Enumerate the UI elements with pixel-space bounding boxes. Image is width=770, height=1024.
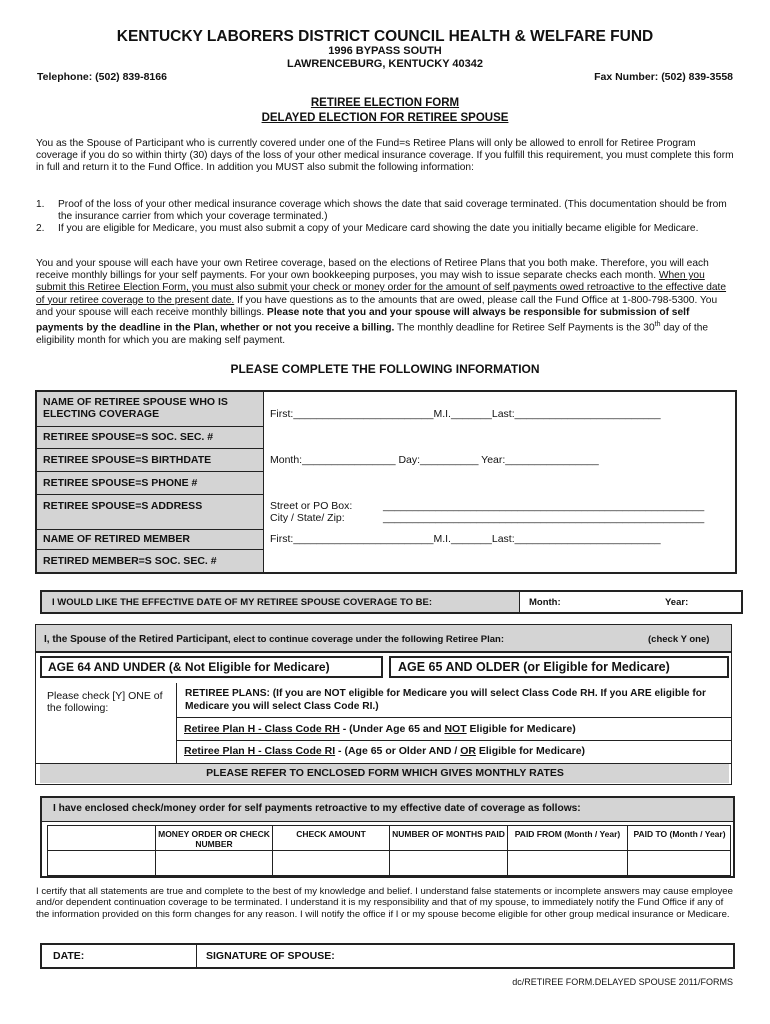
plan-ri-name: Retiree Plan H - Class Code RI xyxy=(184,745,336,757)
spouse-name-field[interactable]: First:________________________M.I._______Last:_________________________ xyxy=(270,408,661,420)
list-item-proof-of-loss: Proof of the loss of your other medical insurance coverage which shows the date that said coverage terminated. (This documentation should be from the insurance carrier from which your coverage terminated.) xyxy=(58,199,727,223)
billing-text-underlined: When you submit this Retiree Election Form, you must also submit your check or money order for the amount of self payments owed retroactive to the effective date of your retiree coverage to the present date. xyxy=(36,270,727,306)
spouse-phone-label: RETIREE SPOUSE=S PHONE # xyxy=(43,477,198,489)
date-field[interactable] xyxy=(100,945,194,967)
age64-label: AGE 64 AND UNDER (& Not Eligible for Medicare) xyxy=(48,660,330,674)
billing-text-b: If you have questions as to the amounts that are owed, please call the Fund Office at 1-800-798-5300. You and your spouse will each receive monthly billings. xyxy=(36,294,718,318)
plan-ri-desc2: Eligible for Medicare) xyxy=(475,745,586,757)
member-ssn-label: RETIRED MEMBER=S SOC. SEC. # xyxy=(43,555,217,567)
billing-text-d: day of the eligibility month for which you are making self payment. xyxy=(36,322,709,346)
date-label: DATE: xyxy=(53,950,85,962)
fax-number: Fax Number: (502) 839-3558 xyxy=(594,71,733,83)
intro-paragraph: You as the Spouse of Participant who is currently covered under one of the Fund=s Retiree Plans will only be allowed to enroll for Retiree Program coverage if you do so within thirty (30) days of the loss of your other medical insurance coverage. If you fulfill this requirement, you must complete this form in full and return it to the Fund Office. In addition you MUST also submit the following information: xyxy=(36,138,734,174)
telephone: Telephone: (502) 839-8166 xyxy=(37,71,167,83)
form-subtitle: DELAYED ELECTION FOR RETIREE SPOUSE xyxy=(261,112,509,124)
list-number-1: 1. xyxy=(36,199,45,210)
col-check-number: MONEY ORDER OR CHECK NUMBER xyxy=(158,829,270,849)
payment-heading: I have enclosed check/money order for self payments retroactive to my effective date of coverage as follows: xyxy=(53,803,581,814)
plan-ri-or: OR xyxy=(460,745,476,757)
effective-date-label: I WOULD LIKE THE EFFECTIVE DATE OF MY RETIREE SPOUSE COVERAGE TO BE: xyxy=(52,597,433,608)
plan-option-ri[interactable] xyxy=(184,745,585,757)
section-heading: PLEASE COMPLETE THE FOLLOWING INFORMATION xyxy=(230,362,540,376)
age65-label: AGE 65 AND OLDER (or Eligible for Medicare) xyxy=(398,660,670,674)
billing-text-c: The monthly deadline for Retiree Self Payments is the 30 xyxy=(394,322,655,334)
effective-month-label[interactable]: Month: xyxy=(529,597,561,608)
check-amount-field[interactable] xyxy=(273,851,389,875)
col-paid-to: PAID TO (Month / Year) xyxy=(633,829,726,839)
billing-paragraph xyxy=(36,258,736,347)
list-item-medicare-card: If you are eligible for Medicare, you must also submit a copy of your Medicare card showing the date you initially became eligible for Medicare. xyxy=(58,223,699,234)
spouse-birthdate-field[interactable]: Month:________________ Day:__________ Year:________________ xyxy=(270,454,599,466)
spouse-ssn-label: RETIREE SPOUSE=S SOC. SEC. # xyxy=(43,431,214,443)
col-months-paid: NUMBER OF MONTHS PAID xyxy=(392,829,505,839)
member-ssn-field[interactable] xyxy=(266,551,734,570)
plan-intro-rest: , elect to continue coverage under the following Retiree Plan: xyxy=(227,634,504,645)
effective-year-label[interactable]: Year: xyxy=(665,597,689,608)
plan-intro xyxy=(44,634,504,645)
plan-option-rh[interactable] xyxy=(184,723,576,735)
plan-divider xyxy=(176,683,177,764)
spouse-birthdate-label: RETIREE SPOUSE=S BIRTHDATE xyxy=(43,454,212,466)
org-address-line2: LAWRENCEBURG, KENTUCKY 40342 xyxy=(286,58,483,70)
billing-text-sup: th xyxy=(654,321,661,329)
plan-rh-not: NOT xyxy=(444,723,467,735)
col-check-amount: CHECK AMOUNT xyxy=(296,829,366,839)
paid-from-field[interactable] xyxy=(508,851,627,875)
payment-cell-blank[interactable] xyxy=(48,851,155,875)
col-paid-from: PAID FROM (Month / Year) xyxy=(514,829,621,839)
street-field[interactable]: _______________________________________________________ xyxy=(383,500,705,512)
member-name-field[interactable]: First:________________________M.I._______Last:_________________________ xyxy=(270,533,661,545)
spouse-name-label: NAME OF RETIREE SPOUSE WHO IS ELECTING COVERAGE xyxy=(43,396,228,420)
plan-rh-desc: - (Under Age 65 and xyxy=(339,723,445,735)
retiree-plans-note: RETIREE PLANS: (If you are NOT eligible for Medicare you will select Class Code RH. If you ARE eligible for Medicare you will select Class Code RI.) xyxy=(185,688,706,712)
plan-ri-desc: - (Age 65 or Older AND / xyxy=(335,745,461,757)
plan-rh-name: Retiree Plan H - Class Code RH xyxy=(184,723,340,735)
spouse-phone-field[interactable] xyxy=(266,473,734,492)
billing-text-bold: Please note that you and your spouse will always be responsible for submission of self payments by the deadline in the Plan, whether or not you receive a billing. xyxy=(36,306,690,334)
signature-label: SIGNATURE OF SPOUSE: xyxy=(206,950,335,962)
spouse-ssn-field[interactable] xyxy=(266,428,734,446)
org-name: KENTUCKY LABORERS DISTRICT COUNCIL HEALTH & WELFARE FUND xyxy=(116,28,654,45)
plan-rh-desc2: Eligible for Medicare) xyxy=(466,723,576,735)
certification-text: I certify that all statements are true and complete to the best of my knowledge and belief. I understand false statements or incomplete answers may cause employee and/or dependent continuation coverage to be terminated. I understand it is my responsibility and that of my spouse, to immediately notify the Fund Office if any of the information provided on this form changes for any reason. I will notify the office if I or my spouse become eligible for other group medical insurance or Medicare. xyxy=(36,886,733,920)
check-one-note: (check Y one) xyxy=(648,634,710,645)
form-title: RETIREE ELECTION FORM xyxy=(310,97,460,109)
city-state-zip-field[interactable]: _______________________________________________________ xyxy=(383,512,705,524)
refer-note: PLEASE REFER TO ENCLOSED FORM WHICH GIVES MONTHLY RATES xyxy=(206,767,564,779)
list-number-2: 2. xyxy=(36,223,45,234)
plan-intro-bold: I, the Spouse of the Retired Participant xyxy=(44,634,228,645)
org-address-line1: 1996 BYPASS SOUTH xyxy=(328,45,442,57)
spouse-address-label: RETIREE SPOUSE=S ADDRESS xyxy=(43,500,203,512)
member-name-label: NAME OF RETIRED MEMBER xyxy=(43,533,190,545)
billing-text-a: You and your spouse will each have your own Retiree coverage, based on the elections of Retiree Plans that you both make. Therefore, you will each receive monthly billings for your self payments. For your own bookkeeping purposes, you may wish to issue separate checks each month. xyxy=(36,258,709,282)
please-check-note: Please check [Y] ONE of the following: xyxy=(47,690,163,714)
check-number-field[interactable] xyxy=(156,851,272,875)
signature-field[interactable] xyxy=(370,945,732,967)
street-label: Street or PO Box: xyxy=(270,500,353,512)
months-paid-field[interactable] xyxy=(390,851,507,875)
city-state-zip-label: City / State/ Zip: xyxy=(270,512,345,524)
footer-ref: dc/RETIREE FORM.DELAYED SPOUSE 2011/FORMS xyxy=(512,977,733,987)
paid-to-field[interactable] xyxy=(628,851,731,875)
